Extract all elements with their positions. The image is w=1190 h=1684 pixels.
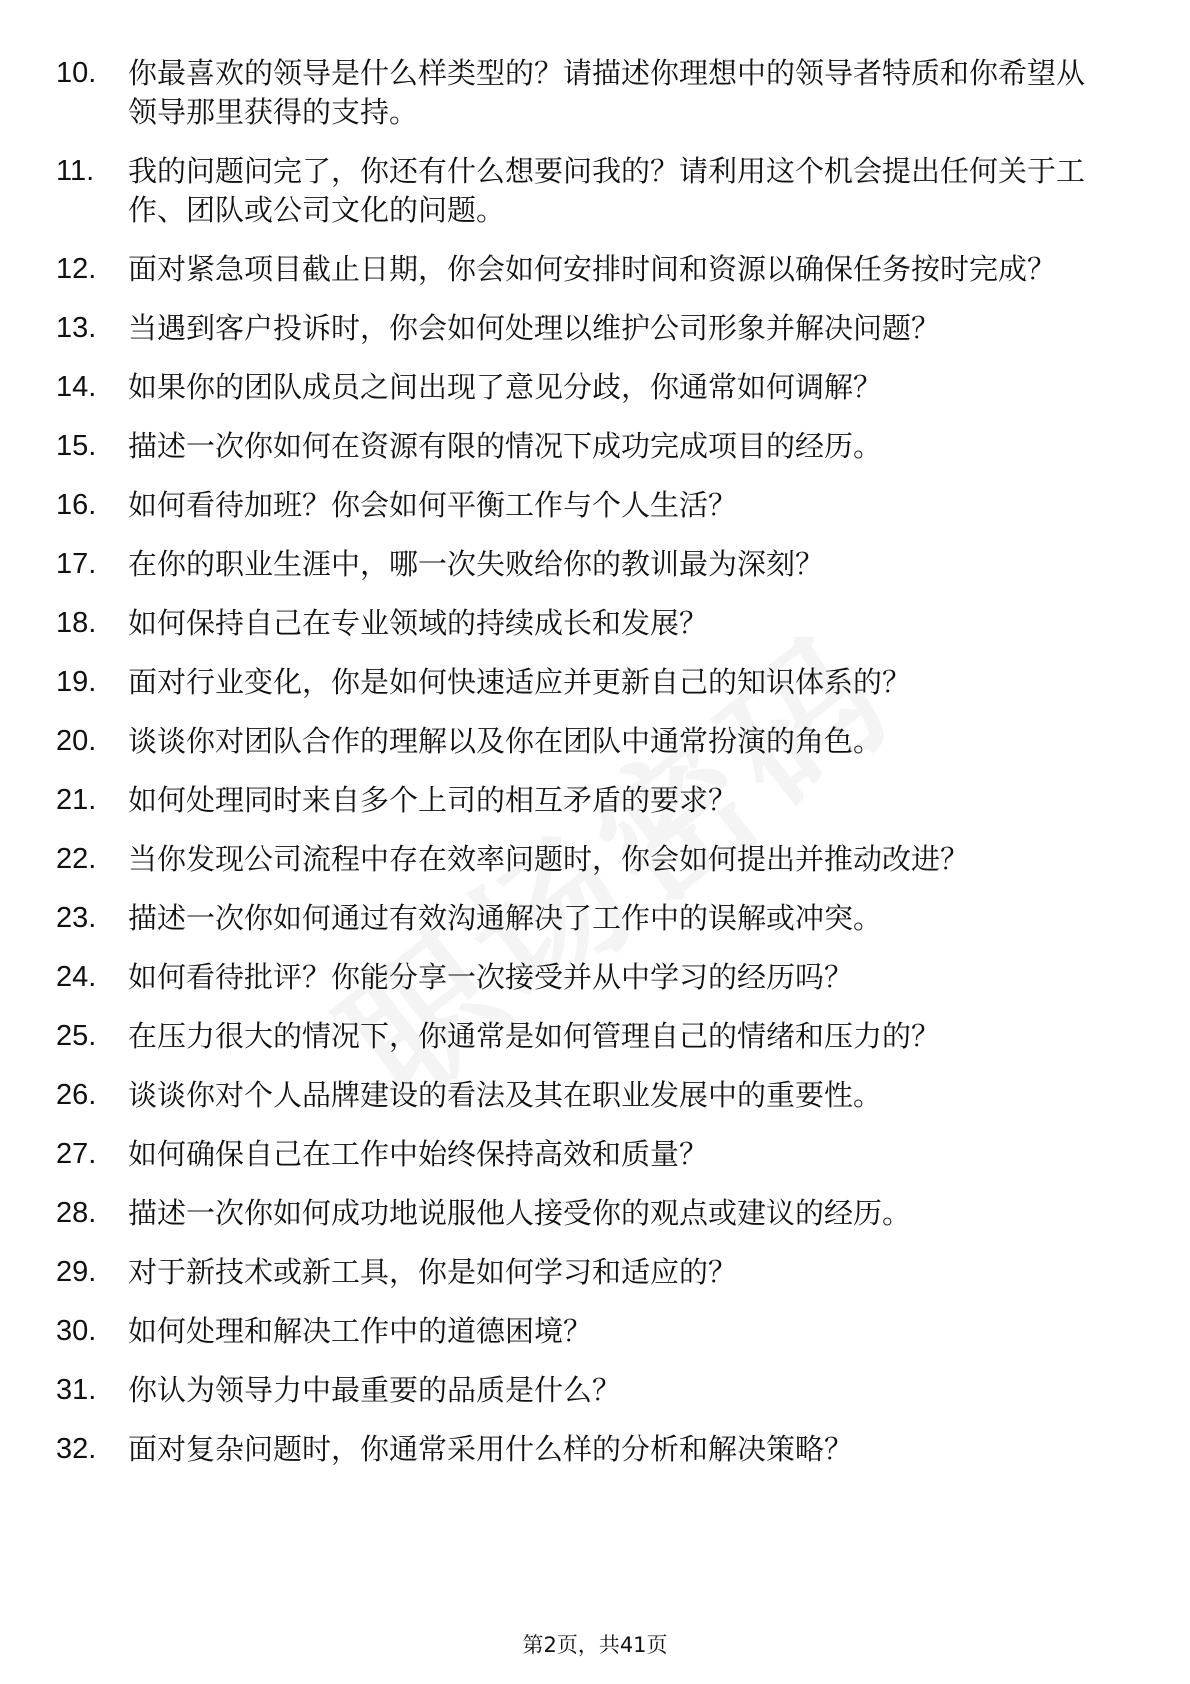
- question-text: 你最喜欢的领导是什么样类型的？请描述你理想中的领导者特质和你希望从领导那里获得的支持。: [128, 56, 1086, 129]
- question-number: 31.: [56, 1374, 97, 1406]
- question-text: 谈谈你对个人品牌建设的看法及其在职业发展中的重要性。: [128, 1078, 883, 1112]
- question-item: [0, 663, 1190, 702]
- question-number: 20.: [56, 725, 97, 757]
- question-text: 对于新技术或新工具，你是如何学习和适应的？: [128, 1255, 738, 1289]
- question-number: 24.: [56, 961, 97, 993]
- question-item: [0, 486, 1190, 525]
- question-list: [0, 54, 1190, 1489]
- page-footer: 第2页，共41页: [522, 1633, 668, 1657]
- question-number: 23.: [56, 902, 97, 934]
- question-number: 11.: [56, 155, 95, 187]
- question-number: 15.: [56, 430, 97, 462]
- question-item: [0, 1076, 1190, 1115]
- question-number: 32.: [56, 1433, 97, 1465]
- question-text: 如何看待批评？你能分享一次接受并从中学习的经历吗？: [128, 960, 854, 994]
- question-item: [0, 309, 1190, 348]
- question-text: 如何保持自己在专业领域的持续成长和发展？: [128, 606, 709, 640]
- question-number: 14.: [56, 371, 97, 403]
- question-text: 如果你的团队成员之间出现了意见分歧，你通常如何调解？: [128, 370, 883, 404]
- question-text: 面对紧急项目截止日期，你会如何安排时间和资源以确保任务按时完成？: [128, 252, 1057, 286]
- question-number: 30.: [56, 1315, 97, 1347]
- question-number: 12.: [56, 253, 97, 285]
- question-item: [0, 781, 1190, 820]
- question-text: 如何确保自己在工作中始终保持高效和质量？: [128, 1137, 709, 1171]
- question-text: 面对行业变化，你是如何快速适应并更新自己的知识体系的？: [128, 665, 912, 699]
- question-item: [0, 250, 1190, 289]
- question-item: [0, 1253, 1190, 1292]
- question-number: 26.: [56, 1079, 97, 1111]
- question-number: 22.: [56, 843, 97, 875]
- question-item: [0, 1017, 1190, 1056]
- question-item: [0, 152, 1190, 230]
- question-number: 17.: [56, 548, 97, 580]
- question-number: 19.: [56, 666, 97, 698]
- question-item: [0, 1312, 1190, 1351]
- question-item: [0, 545, 1190, 584]
- question-number: 16.: [56, 489, 97, 521]
- question-text: 描述一次你如何通过有效沟通解决了工作中的误解或冲突。: [128, 901, 883, 935]
- question-item: [0, 427, 1190, 466]
- question-item: [0, 1135, 1190, 1174]
- question-item: [0, 604, 1190, 643]
- question-text: 如何处理和解决工作中的道德困境？: [128, 1314, 593, 1348]
- question-text: 如何看待加班？你会如何平衡工作与个人生活？: [128, 488, 738, 522]
- question-item: [0, 722, 1190, 761]
- question-number: 29.: [56, 1256, 97, 1288]
- question-text: 在压力很大的情况下，你通常是如何管理自己的情绪和压力的？: [128, 1019, 941, 1053]
- question-text: 你认为领导力中最重要的品质是什么？: [128, 1373, 622, 1407]
- question-item: [0, 899, 1190, 938]
- question-item: [0, 1430, 1190, 1469]
- question-item: [0, 958, 1190, 997]
- question-number: 13.: [56, 312, 97, 344]
- question-text: 谈谈你对团队合作的理解以及你在团队中通常扮演的角色。: [128, 724, 883, 758]
- question-text: 描述一次你如何在资源有限的情况下成功完成项目的经历。: [128, 429, 883, 463]
- question-item: [0, 368, 1190, 407]
- question-text: 当遇到客户投诉时，你会如何处理以维护公司形象并解决问题？: [128, 311, 941, 345]
- question-item: [0, 54, 1190, 132]
- question-item: [0, 840, 1190, 879]
- question-number: 28.: [56, 1197, 97, 1229]
- question-text: 面对复杂问题时，你通常采用什么样的分析和解决策略？: [128, 1432, 854, 1466]
- question-text: 我的问题问完了，你还有什么想要问我的？请利用这个机会提出任何关于工作、团队或公司文化的问题。: [128, 154, 1086, 227]
- question-text: 如何处理同时来自多个上司的相互矛盾的要求？: [128, 783, 738, 817]
- question-text: 在你的职业生涯中，哪一次失败给你的教训最为深刻？: [128, 547, 825, 581]
- question-text: 描述一次你如何成功地说服他人接受你的观点或建议的经历。: [128, 1196, 912, 1230]
- question-number: 18.: [56, 607, 97, 639]
- question-number: 21.: [56, 784, 97, 816]
- question-number: 27.: [56, 1138, 97, 1170]
- question-number: 10.: [56, 57, 97, 89]
- question-number: 25.: [56, 1020, 97, 1052]
- question-item: [0, 1371, 1190, 1410]
- question-text: 当你发现公司流程中存在效率问题时，你会如何提出并推动改进？: [128, 842, 970, 876]
- question-item: [0, 1194, 1190, 1233]
